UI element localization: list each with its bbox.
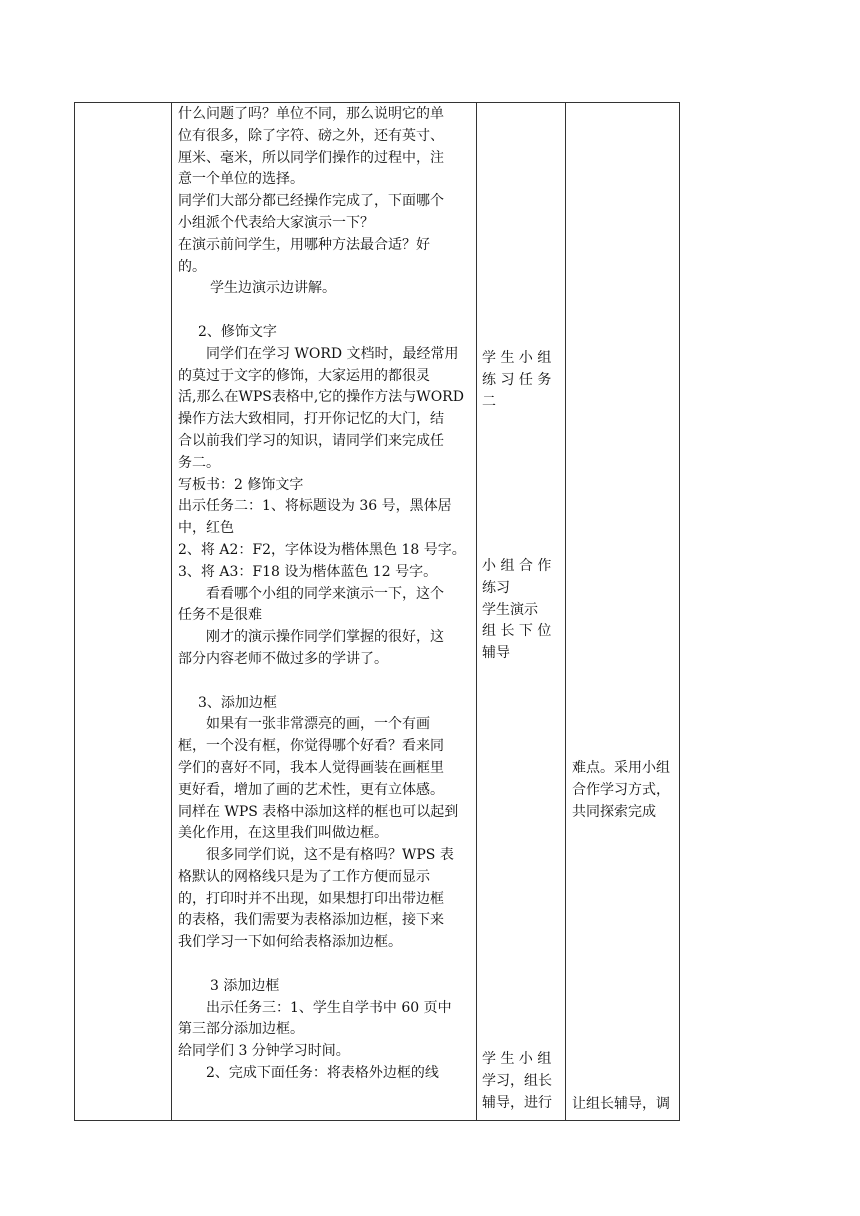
- table-column-divider-1: [171, 102, 172, 1121]
- content-line: 的。: [178, 258, 206, 275]
- student-note-1: [482, 348, 551, 413]
- content-line: 框，一个没有框，你觉得哪个好看？看来同: [178, 738, 444, 755]
- content-line: 的，打印时并不出现，如果想打印出带边框: [178, 890, 444, 907]
- content-line: 的表格，我们需要为表格添加边框，接下来: [178, 912, 444, 929]
- content-line: 写板书：2 修饰文字: [178, 476, 304, 493]
- content-line: 2、修饰文字: [198, 323, 277, 340]
- design-note-line: 共同探索完成: [572, 803, 656, 820]
- student-note-line: 学习，组长: [482, 1072, 552, 1089]
- blank-line: [178, 954, 470, 976]
- content-line: 看看哪个小组的同学来演示一下，这个: [206, 585, 444, 602]
- blank-line: [178, 671, 470, 693]
- content-line: 位有很多，除了字符、磅之外，还有英寸、: [178, 127, 444, 144]
- student-note-line: 学 生 小 组: [482, 350, 552, 366]
- table-left-border: [74, 102, 75, 1121]
- student-note-line: 练 习 任 务: [482, 371, 552, 388]
- content-line: 活,那么在WPS表格中,它的操作方法与WORD: [178, 389, 464, 406]
- table-column-divider-2: [476, 102, 477, 1121]
- content-line: 中，红色: [178, 520, 234, 537]
- table-column-divider-3: [565, 102, 566, 1121]
- student-note-line: 练习: [482, 579, 510, 596]
- content-line: 我们学习一下如何给表格添加边框。: [178, 934, 402, 951]
- content-line: 美化作用，在这里我们叫做边框。: [178, 825, 388, 842]
- content-line: 更好看，增加了画的艺术性，更有立体感。: [178, 781, 444, 798]
- student-note-line: 辅导，进行: [482, 1094, 552, 1111]
- content-line: 同学们大部分都已经操作完成了，下面哪个: [178, 193, 444, 210]
- content-line: 小组派个代表给大家演示一下？: [178, 214, 374, 231]
- teaching-content-column: [178, 104, 470, 1085]
- content-line: 操作方法大致相同，打开你记忆的大门，结: [178, 411, 444, 428]
- content-line: 出示任务二：1、将标题设为 36 号，黑体居: [178, 498, 452, 515]
- content-line: 学生边演示边讲解。: [210, 280, 336, 297]
- content-line: 的莫过于文字的修饰，大家运用的都很灵: [178, 367, 430, 384]
- content-line: 给同学们 3 分钟学习时间。: [178, 1043, 350, 1060]
- content-line: 什么问题了吗？单位不同，那么说明它的单: [178, 106, 444, 122]
- student-note-2: [482, 556, 551, 665]
- student-note-line: 学 生 小 组: [482, 1051, 552, 1067]
- content-line: 格默认的网格线只是为了工作方便而显示: [178, 868, 430, 885]
- student-note-line: 组 长 下 位: [482, 623, 552, 640]
- content-line: 2、完成下面任务：将表格外边框的线: [206, 1065, 439, 1082]
- table-top-border: [74, 102, 680, 103]
- content-line: 3、添加边框: [198, 694, 277, 711]
- content-line: 在演示前问学生，用哪种方法最合适？好: [178, 236, 430, 253]
- content-line: 意一个单位的选择。: [178, 171, 304, 188]
- blank-line: [178, 300, 470, 322]
- content-line: 任务不是很难: [178, 607, 262, 624]
- content-line: 同学们在学习 WORD 文档时，最经常用: [206, 345, 459, 362]
- student-note-3: [482, 1049, 552, 1114]
- design-note-line: 合作学习方式，: [572, 781, 670, 798]
- student-note-line: 辅导: [482, 645, 510, 662]
- content-line: 厘米、毫米，所以同学们操作的过程中，注: [178, 149, 444, 166]
- student-note-line: 二: [482, 393, 496, 410]
- content-line: 部分内容老师不做过多的学讲了。: [178, 650, 388, 667]
- content-line: 3、将 A3：F18 设为楷体蓝色 12 号字。: [178, 563, 438, 580]
- content-line: 很多同学们说，这不是有格吗？WPS 表: [206, 847, 454, 864]
- design-note-1: [572, 758, 670, 823]
- content-line: 同样在 WPS 表格中添加这样的框也可以起到: [178, 803, 459, 820]
- design-note-2: [572, 1094, 670, 1116]
- student-note-line: 学生演示: [482, 601, 538, 618]
- content-line: 3 添加边框: [210, 977, 280, 994]
- content-line: 务二。: [178, 454, 220, 471]
- student-note-line: 小 组 合 作: [482, 558, 552, 574]
- content-line: 刚才的演示操作同学们掌握的很好，这: [206, 629, 444, 646]
- design-note-line: 难点。采用小组: [572, 760, 670, 776]
- table-bottom-border: [74, 1120, 680, 1121]
- content-line: 2、将 A2：F2，字体设为楷体黑色 18 号字。: [178, 541, 466, 558]
- content-line: 学们的喜好不同，我本人觉得画装在画框里: [178, 759, 444, 776]
- design-note-line: 让组长辅导，调: [572, 1096, 670, 1112]
- content-line: 合以前我们学习的知识，请同学们来完成任: [178, 432, 444, 449]
- content-line: 第三部分添加边框。: [178, 1021, 304, 1038]
- table-right-border: [679, 102, 680, 1121]
- content-line: 出示任务三：1、学生自学书中 60 页中: [206, 999, 452, 1016]
- content-line: 如果有一张非常漂亮的画，一个有画: [206, 716, 430, 733]
